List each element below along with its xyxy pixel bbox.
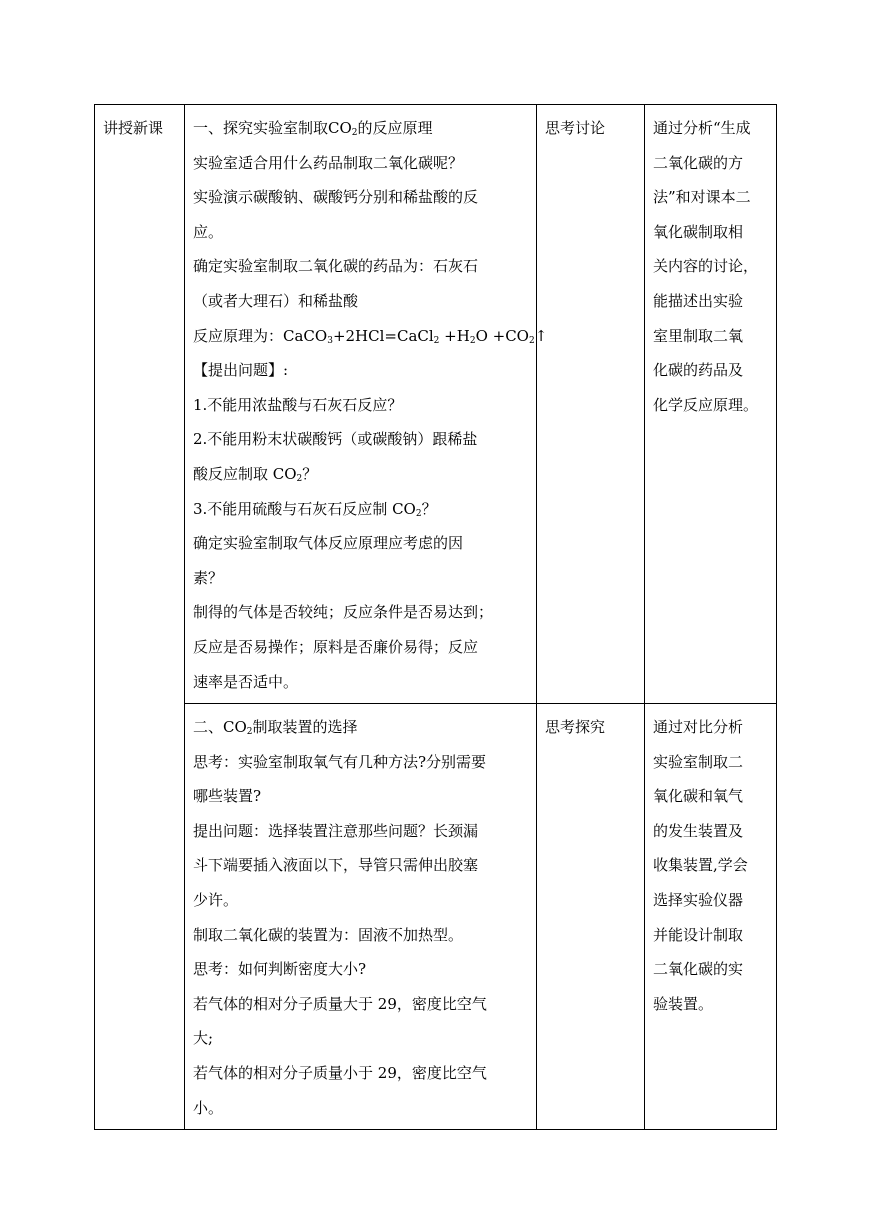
ask-line-3: 少许。 [193, 891, 239, 910]
activity-label: 思考讨论 [545, 119, 606, 137]
goal-line: 实验室制取二 [653, 752, 744, 771]
stage-cell [95, 105, 185, 1130]
density-big-line-1: 若气体的相对分子质量大于 29，密度比空气 [193, 994, 487, 1013]
goal-cell-section1 [645, 105, 777, 704]
density-big-line-2: 大; [193, 1029, 214, 1048]
goal-line: 能描述出实验 [653, 291, 744, 310]
think-line-2: 哪些装置? [193, 787, 262, 806]
device-line: 制取二氧化碳的装置为：固液不加热型。 [193, 925, 464, 944]
table-row [95, 704, 777, 1130]
factor-line-2: 素？ [193, 568, 224, 587]
demo-line-1: 实验演示碳酸钠、碳酸钙分别和稀盐酸的反 [193, 188, 479, 207]
drug-line-2: （或者大理石）和稀盐酸 [193, 291, 359, 310]
goal-line: 的发生装置及 [653, 821, 744, 840]
goal-line: 验装置。 [653, 994, 714, 1013]
table-row [95, 105, 777, 704]
goal-line: 室里制取二氧 [653, 326, 744, 345]
activity-cell-section1 [537, 105, 645, 704]
question-2-line-2: 酸反应制取 $CO_2$？ [193, 464, 318, 484]
think-line-1: 思考：实验室制取氧气有几种方法?分别需要 [193, 752, 487, 771]
answer-line-1: 制得的气体是否较纯；反应条件是否易达到； [193, 603, 494, 622]
goal-line: 并能设计制取 [653, 925, 744, 944]
goal-line: 通过分析“生成 [653, 119, 751, 137]
question-2-line-1: 2.不能用粉末状碳酸钙（或碳酸钠）跟稀盐 [193, 430, 478, 449]
density-small-line-2: 小。 [193, 1098, 224, 1117]
goal-cell-section2 [645, 704, 777, 1130]
goal-line: 二氧化碳的实 [653, 960, 744, 979]
goal-line: 氧化碳制取相 [653, 222, 744, 241]
factor-line-1: 确定实验室制取气体反应原理应考虑的因 [193, 534, 464, 553]
density-question: 思考：如何判断密度大小? [193, 960, 367, 979]
question-1: 1.不能用浓盐酸与石灰石反应？ [193, 395, 403, 414]
content-cell-section2 [185, 704, 537, 1130]
goal-line: 二氧化碳的方 [653, 153, 744, 172]
section1-title: 一、探究实验室制取$CO_2$的反应原理 [193, 119, 433, 138]
demo-line-2: 应。 [193, 222, 224, 241]
ask-line-2: 斗下端要插入液面以下，导管只需伸出胶塞 [193, 856, 479, 875]
question-3: 3.不能用硫酸与石灰石反应制 $CO_2$？ [193, 499, 437, 519]
question-line: 实验室适合用什么药品制取二氧化碳呢？ [193, 153, 464, 172]
answer-line-3: 速率是否适中。 [193, 672, 299, 691]
goal-line: 选择实验仪器 [653, 891, 744, 910]
activity-label: 思考探究 [545, 718, 606, 737]
ask-header: 【提出问题】: [193, 361, 289, 380]
goal-line: 氧化碳和氧气 [653, 787, 744, 806]
reaction-equation: 反应原理为：CaCO$_3$+2HCl=CaCl$_2$ $+H_2O$ $+CO_2↑$ [193, 326, 548, 346]
goal-line: 收集装置,学会 [653, 856, 748, 875]
section2-title: 二、$CO_2$制取装置的选择 [193, 718, 358, 738]
stage-label: 讲授新课 [103, 119, 164, 137]
goal-line: 通过对比分析 [653, 718, 744, 737]
goal-line: 化学反应原理。 [653, 395, 759, 414]
goal-line: 法”和对课本二 [653, 188, 751, 207]
drug-line-1: 确定实验室制取二氧化碳的药品为：石灰石 [193, 257, 479, 276]
activity-cell-section2 [537, 704, 645, 1130]
ask-line-1: 提出问题：选择装置注意那些问题？长颈漏 [193, 821, 479, 840]
lesson-plan-table [94, 104, 777, 1130]
density-small-line-1: 若气体的相对分子质量小于 29，密度比空气 [193, 1064, 487, 1083]
answer-line-2: 反应是否易操作；原料是否廉价易得；反应 [193, 637, 479, 656]
content-cell-section1 [185, 105, 548, 704]
goal-line: 关内容的讨论， [653, 257, 759, 276]
goal-line: 化碳的药品及 [653, 361, 744, 380]
